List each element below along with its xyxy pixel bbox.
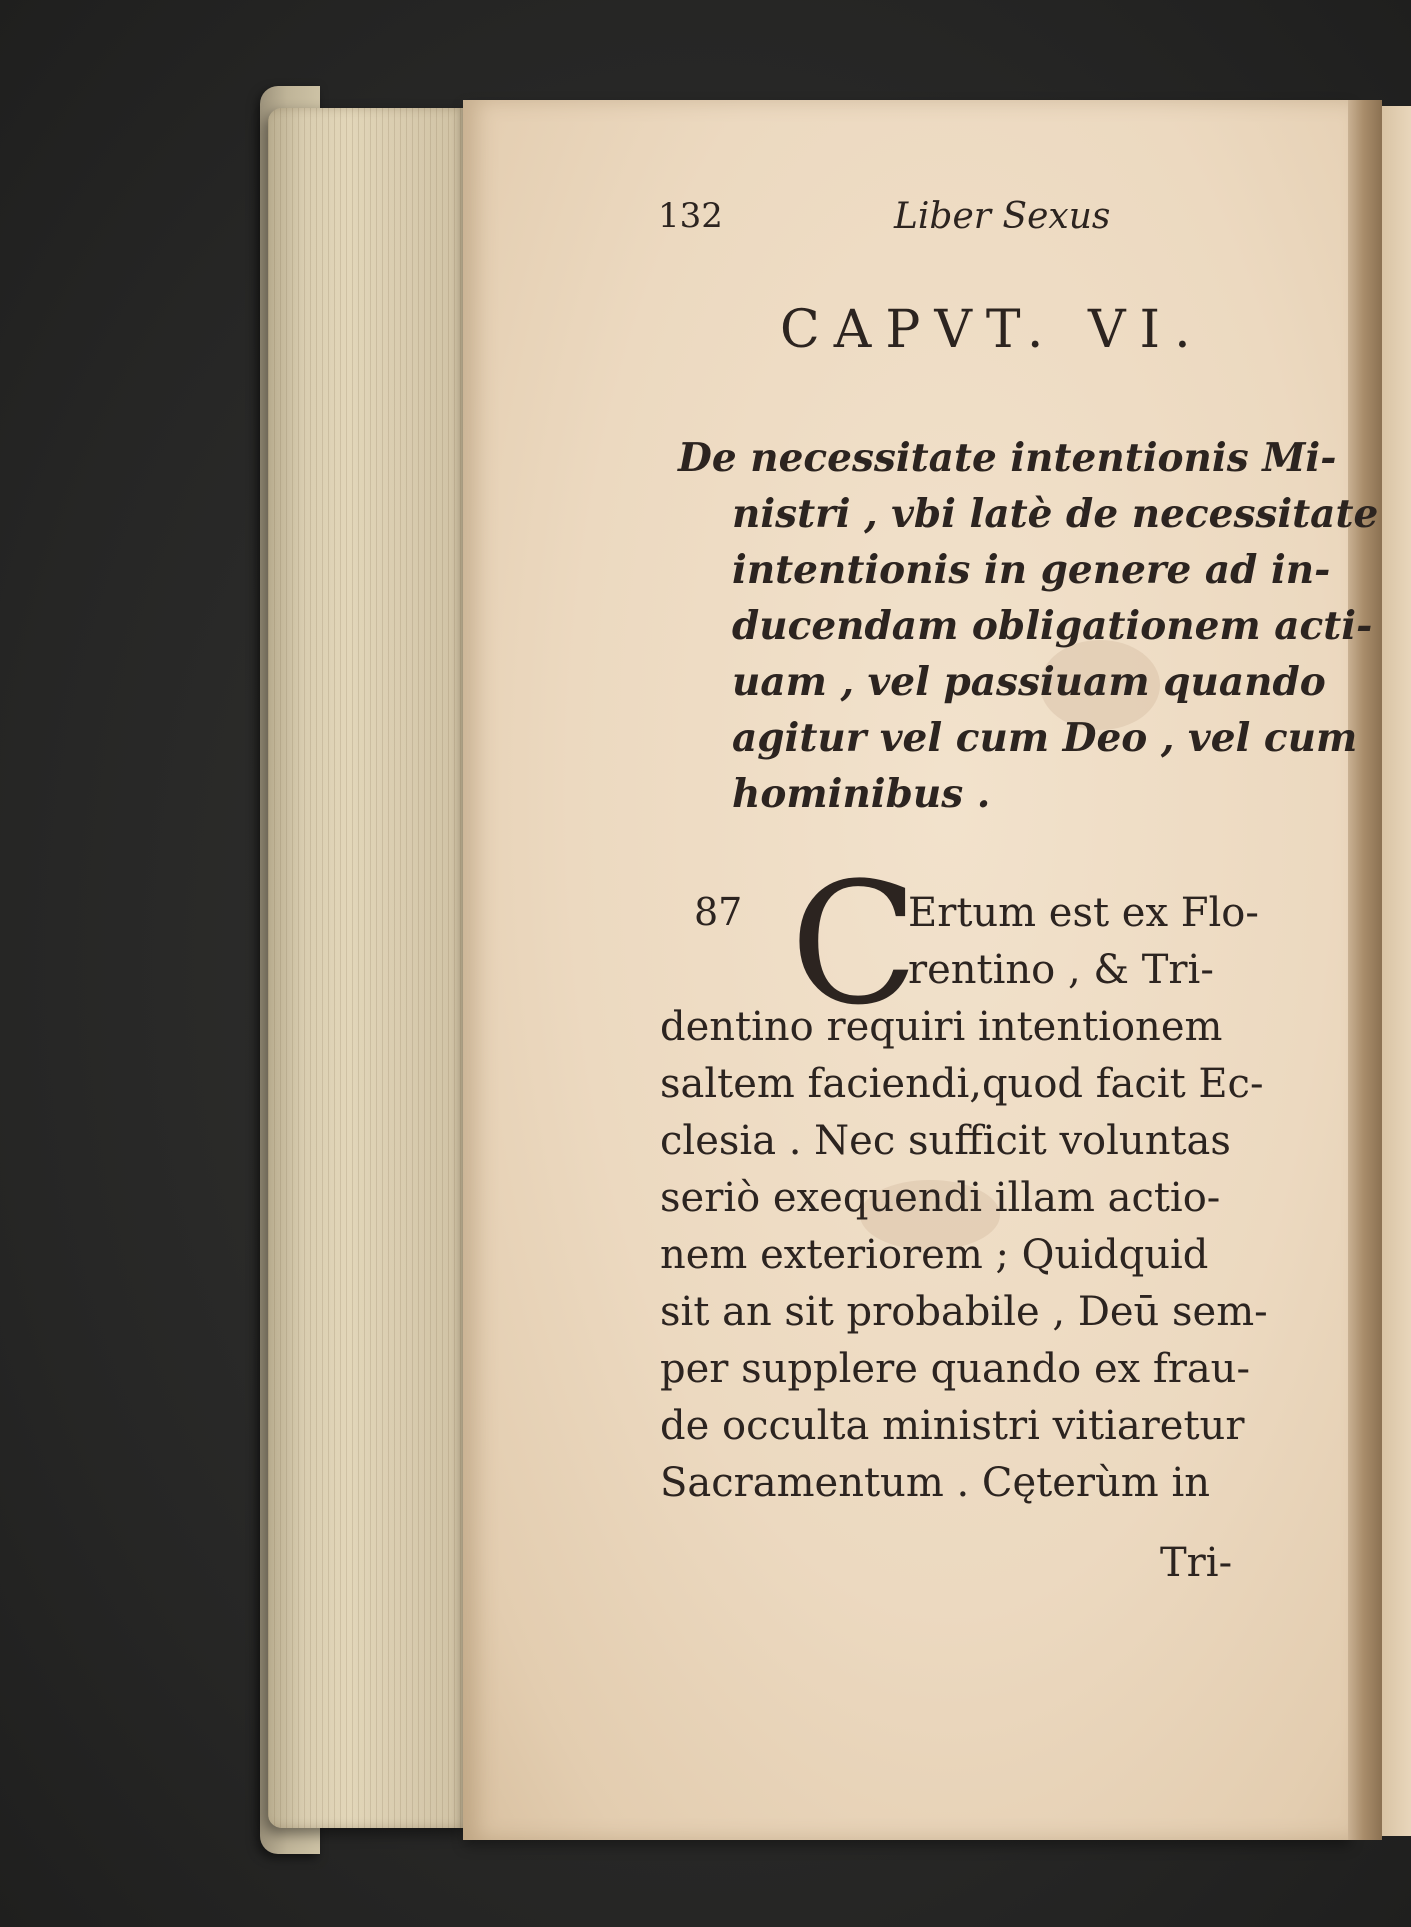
summary-line: hominibus . (732, 771, 991, 817)
summary-line: uam , vel passiuam quando (732, 659, 1326, 705)
body-line: Ertum est ex Flo- (908, 890, 1259, 936)
summary-line: intentionis in genere ad in- (732, 547, 1331, 593)
body-line: de occulta ministri vitiaretur (660, 1403, 1245, 1449)
summary-line: nistri , vbi latè de necessitate (732, 491, 1379, 537)
body-text (660, 885, 1280, 1512)
catchword: Tri- (1160, 1540, 1233, 1586)
body-line: rentino , & Tri- (908, 947, 1214, 993)
running-head: Liber Sexus (894, 196, 1111, 237)
body-line: per supplere quando ex frau- (660, 1346, 1250, 1392)
book-gutter (1348, 100, 1382, 1840)
summary-line: De necessitate intentionis Mi- (678, 435, 1337, 481)
summary-line: ducendam obligationem acti- (732, 603, 1373, 649)
body-line: clesia . Nec sufficit voluntas (660, 1118, 1231, 1164)
body-line: sit an sit probabile , Deū sem- (660, 1289, 1268, 1335)
body-line: Sacramentum . Cęterùm in (660, 1460, 1210, 1506)
chapter-heading: CAPVT. VI. (780, 300, 1205, 360)
page-header (658, 196, 1128, 246)
body-line: saltem faciendi,quod facit Ec- (660, 1061, 1264, 1107)
body-line: dentino requiri intentionem (660, 1004, 1223, 1050)
body-line: seriò exequendi illam actio- (660, 1175, 1221, 1221)
paragraph-number: 87 (694, 890, 743, 934)
page-edges (268, 108, 468, 1828)
drop-cap: C (790, 846, 919, 1042)
summary-line: agitur vel cum Deo , vel cum (732, 715, 1358, 761)
facing-page-edge (1382, 106, 1411, 1836)
chapter-summary (678, 430, 1379, 822)
page-number: 132 (658, 196, 723, 236)
body-line: nem exteriorem ; Quidquid (660, 1232, 1209, 1278)
